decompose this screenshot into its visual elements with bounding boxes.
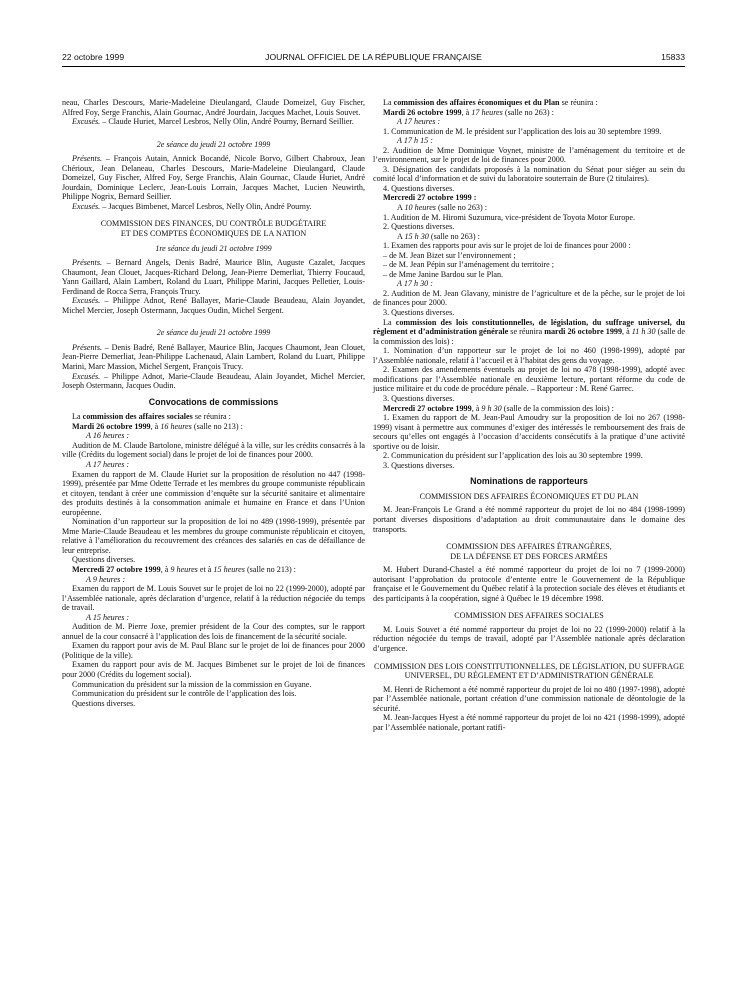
time-label: A 16 heures : [86,431,130,441]
paragraph: M. Jean-François Le Grand a été nommé rapporteur du projet de loi no 484 (1998-1999) portant diverses dispositions d’adaptation au droit communautaire dans le domaine des transports. [373,505,685,534]
paragraph: 1. Examen des rapports pour avis sur le projet de loi de finances pour 2000 : [383,241,631,251]
paragraph: M. Jean-Jacques Hyest a été nommé rapporteur du projet de loi no 421 (1998-1999), adopté par l’Assemblée nationale, portant ratifi- [373,713,685,732]
paragraph: Excusés. – Philippe Adnot, René Ballayer, Marie-Claude Beaudeau, Alain Joyandet, Michel Mercier, Joseph Ostermann, Jacques Oudin, Michel Sergent. [62,296,365,315]
paragraph: Mardi 26 octobre 1999, à 16 heures (salle no 213) : [72,421,243,431]
time-label: A 17 h 15 : [397,136,433,146]
page-number: 15833 [661,52,685,62]
commission-title: COMMISSION DES LOIS CONSTITUTIONNELLES, DE LÉGISLATION, DU SUFFRAGE UNIVERSEL, DU RÈGLEMENT ET D’ADMINISTRATION GÉNÉRALE [374,661,684,681]
paragraph: Examen du rapport de M. Claude Huriet sur la proposition de résolution no 447 (1998-1999), présentée par Mme Odette Terrade et les membres du groupe communiste républicain et citoyen, tendant à créer une commission d’enquête sur la sécurité sanitaire et alimentaire des produits destinés à la consommation animale et humaine en France et dans l’Union européenne. [62,469,365,517]
paragraph: Mardi 26 octobre 1999, à 17 heures (salle no 263) : [383,107,554,117]
header-date: 22 octobre 1999 [62,52,125,62]
paragraph: 2. Audition de M. Jean Glavany, ministre de l’agriculture et de la pêche, sur le projet de loi de finances pour 2000. [373,288,685,308]
paragraph: 1. Examen du rapport de M. Jean-Paul Amoudry sur la proposition de loi no 267 (1998-1999) visant à permettre aux communes d’exiger des intéressés le remboursement des frais de secours qu’elles ont engagés à l’occasion d’accidents consécutifs à la pratique d’une activité sportive ou de loisir. [373,413,685,451]
paragraph: M. Hubert Durand-Chastel a été nommé rapporteur du projet de loi no 7 (1999-2000) autorisant l’approbation du protocole d’entente entre le Gouvernement de la République française et le Gouvernement du Québec relatif à la protection sociale des élèves et étudiants et des participants à la coopération, signé à Québec le 19 décembre 1998. [373,565,685,603]
paragraph: M. Henri de Richemont a été nommé rapporteur du projet de loi no 480 (1997-1998), adopté par l’Assemblée nationale, portant création d’une commission nationale de déontologie de la sécurité. [373,684,685,713]
commission-title: COMMISSION DES AFFAIRES SOCIALES [454,611,604,621]
list-item: – de M. Jean Bizet sur l’environnement ; [383,250,516,260]
commission-title: COMMISSION DES FINANCES, DU CONTRÔLE BUDGÉTAIRE ET DES COMPTES ÉCONOMIQUES DE LA NATION [100,219,327,239]
page-header [62,52,685,64]
paragraph: neau, Charles Descours, Marie-Madeleine Dieulangard, Claude Domeizel, Guy Fischer, Alfred Foy, Serge Franchis, Alain Gournac, André Jourdain, Jacques Machet, Louis Souvet. [62,98,365,117]
session-title: 1re séance du jeudi 21 octobre 1999 [155,243,272,253]
time-label: A 9 heures : [86,574,126,584]
header-title: JOURNAL OFFICIEL DE LA RÉPUBLIQUE FRANÇAISE [265,52,482,62]
commission-title: COMMISSION DES AFFAIRES ÉTRANGÈRES, DE LA DÉFENSE ET DES FORCES ARMÉES [446,542,612,561]
paragraph: La commission des lois constitutionnelles, de législation, du suffrage universel, du règlement et d’administration générale se réunira mardi 26 octobre 1999, à 11 h 30 (salle de la commission des lois) : [373,317,686,346]
paragraph: Audition de M. Claude Bartolone, ministre délégué à la ville, sur les crédits consacrés à la ville (Crédits du logement social) dans le projet de loi de finances pour 2000. [62,440,365,460]
time-label: A 10 heures (salle no 263) : [397,203,487,213]
paragraph: Questions diverses. [72,698,136,708]
paragraph: Communication du président sur le contrôle de l’application des lois. [72,689,297,699]
time-label: A 17 heures : [397,117,441,127]
paragraph: Examen du rapport pour avis de M. Jacques Bimbenet sur le projet de loi de finances pour 2000 (Crédits du logement social). [62,660,365,679]
paragraph: 3. Questions diverses. [383,393,455,403]
paragraph: Mercredi 27 octobre 1999, à 9 heures et à 15 heures (salle no 213) : [72,564,296,574]
list-item: – de Mme Janine Bardou sur le Plan. [383,269,504,279]
paragraph: 3. Questions diverses. [383,460,455,470]
paragraph: Présents. – Bernard Angels, Denis Badré, Maurice Blin, Auguste Cazalet, Jacques Chaumont, Jean Clouet, Jacques-Richard Delong, Jean-Pierre Demerliat, Thierry Foucaud, Yann Gaillard, Alain Lambert, Roland du Luart, Philippe Marini, Jacques Pelletier, Louis-Ferdinand de Rocca Serra, François Trucy. [62,258,365,296]
paragraph: Examen du rapport de M. Louis Souvet sur le projet de loi no 22 (1999-2000), adopté par l’Assemblée nationale, après déclaration d’urgence, relatif à la réduction négociée du temps de travail. [62,584,365,613]
commission-title: COMMISSION DES AFFAIRES ÉCONOMIQUES ET DU PLAN [419,491,639,501]
right-column [373,98,685,732]
time-label: A 17 heures : [86,459,130,469]
paragraph: La commission des affaires sociales se réunira : [72,412,231,422]
paragraph: Audition de M. Pierre Joxe, premier président de la Cour des comptes, sur le rapport annuel de la cour consacré à l’application des lois de financement de la sécurité sociale. [62,622,365,641]
header-rule [62,66,685,67]
paragraph: Questions diverses. [72,555,136,565]
left-column [62,98,365,708]
paragraph: 2. Examen des amendements éventuels au projet de loi no 478 (1998-1999), adopté avec modifications par l’Assemblée nationale en deuxième lecture, portant réforme du code de justice militaire et du code de procédure pénale. – Rapporteur : M. René Garrec. [373,365,685,394]
paragraph: 1. Communication de M. le président sur l’application des lois au 30 septembre 1999. [383,126,662,136]
paragraph: 2. Communication du président sur l’application des lois au 30 septembre 1999. [383,451,643,461]
paragraph: 2. Questions diverses. [383,222,455,232]
paragraph: 2. Audition de Mme Dominique Voynet, ministre de l’aménagement du territoire et de l’environnement, sur le projet de loi de finances pour 2000. [373,145,685,165]
session-title: 2e séance du jeudi 21 octobre 1999 [156,139,271,149]
paragraph: Mercredi 27 octobre 1999, à 9 h 30 (salle de la commission des lois) : [383,403,614,413]
paragraph: 3. Questions diverses. [383,308,455,318]
paragraph: Excusés. – Jacques Bimbenet, Marcel Lesbros, Nelly Olin, André Pourny. [72,201,312,211]
time-label: A 15 h 30 (salle no 263) : [397,231,480,241]
session-title: 2e séance du jeudi 21 octobre 1999 [156,328,271,338]
paragraph: Examen du rapport pour avis de M. Paul Blanc sur le projet de loi de finances pour 2000 (Politique de la ville). [62,641,365,660]
paragraph: Nomination d’un rapporteur sur la proposition de loi no 489 (1998-1999), présentée par Mme Marie-Claude Beaudeau et les membres du groupe communiste républicain et citoyen, relative à l’amélioration du recouvrement des créances des salariés en cas de défaillance de leur entreprise. [62,517,365,555]
paragraph: M. Louis Souvet a été nommé rapporteur du projet de loi no 22 (1999-2000) relatif à la réduction négociée du temps de travail, adopté par l’Assemblée nationale après déclaration d’urgence. [373,624,685,653]
time-label: A 15 heures : [86,612,130,622]
section-heading: Convocations de commissions [148,396,279,407]
paragraph: Communication du président sur la mission de la commission en Guyane. [72,679,312,689]
paragraph: La commission des affaires économiques et du Plan se réunira : [383,98,598,107]
paragraph: 3. Désignation des candidats proposés à la nomination du Sénat pour siéger au sein du comité local d’information et de suivi du laboratoire souterrain de Bure (2 titulaires). [373,164,685,184]
time-label: A 17 h 30 : [397,279,433,289]
paragraph: Présents. – François Autain, Annick Bocandé, Nicole Borvo, Gilbert Chabroux, Jean Chérioux, Jean Delaneau, Charles Descours, Marie-Madeleine Dieulangard, Claude Domeizel, Guy Fischer, Alfred Foy, Serge Franchis, Alain Gournac, Claude Huriet, André Jourdain, Dominique Leclerc, Jean-Louis Lorrain, Jacques Machet, Lucien Neuwirth, Philippe Nogrix, Bernard Seillier. [62,154,365,202]
paragraph: 4. Questions diverses. [383,183,455,193]
paragraph: 1. Nomination d’un rapporteur sur le projet de loi no 460 (1998-1999), adopté par l’Assemblée nationale, relatif à l’accueil et à l’habitat des gens du voyage. [373,346,685,365]
paragraph: Mercredi 27 octobre 1999 : [383,193,477,203]
paragraph: Excusés. – Philippe Adnot, Marie-Claude Beaudeau, Alain Joyandet, Michel Mercier, Joseph Ostermann, Jacques Oudin. [62,371,365,391]
section-heading: Nominations de rapporteurs [470,476,588,487]
paragraph: 1. Audition de M. Hiromi Suzumura, vice-président de Toyota Motor Europe. [383,212,636,222]
list-item: – de M. Jean Pépin sur l’aménagement du territoire ; [383,260,555,270]
paragraph: Excusés. – Claude Huriet, Marcel Lesbros, Nelly Olin, André Pourny, Bernard Seillier. [72,117,354,127]
paragraph: Présents. – Denis Badré, René Ballayer, Maurice Blin, Jacques Chaumont, Jean Clouet, Jean-Pierre Demerliat, Jean-Philippe Lachenaud, Alain Lambert, Roland du Luart, Philippe Marini, Marc Massion, Michel Sergent, François Trucy. [62,342,365,372]
